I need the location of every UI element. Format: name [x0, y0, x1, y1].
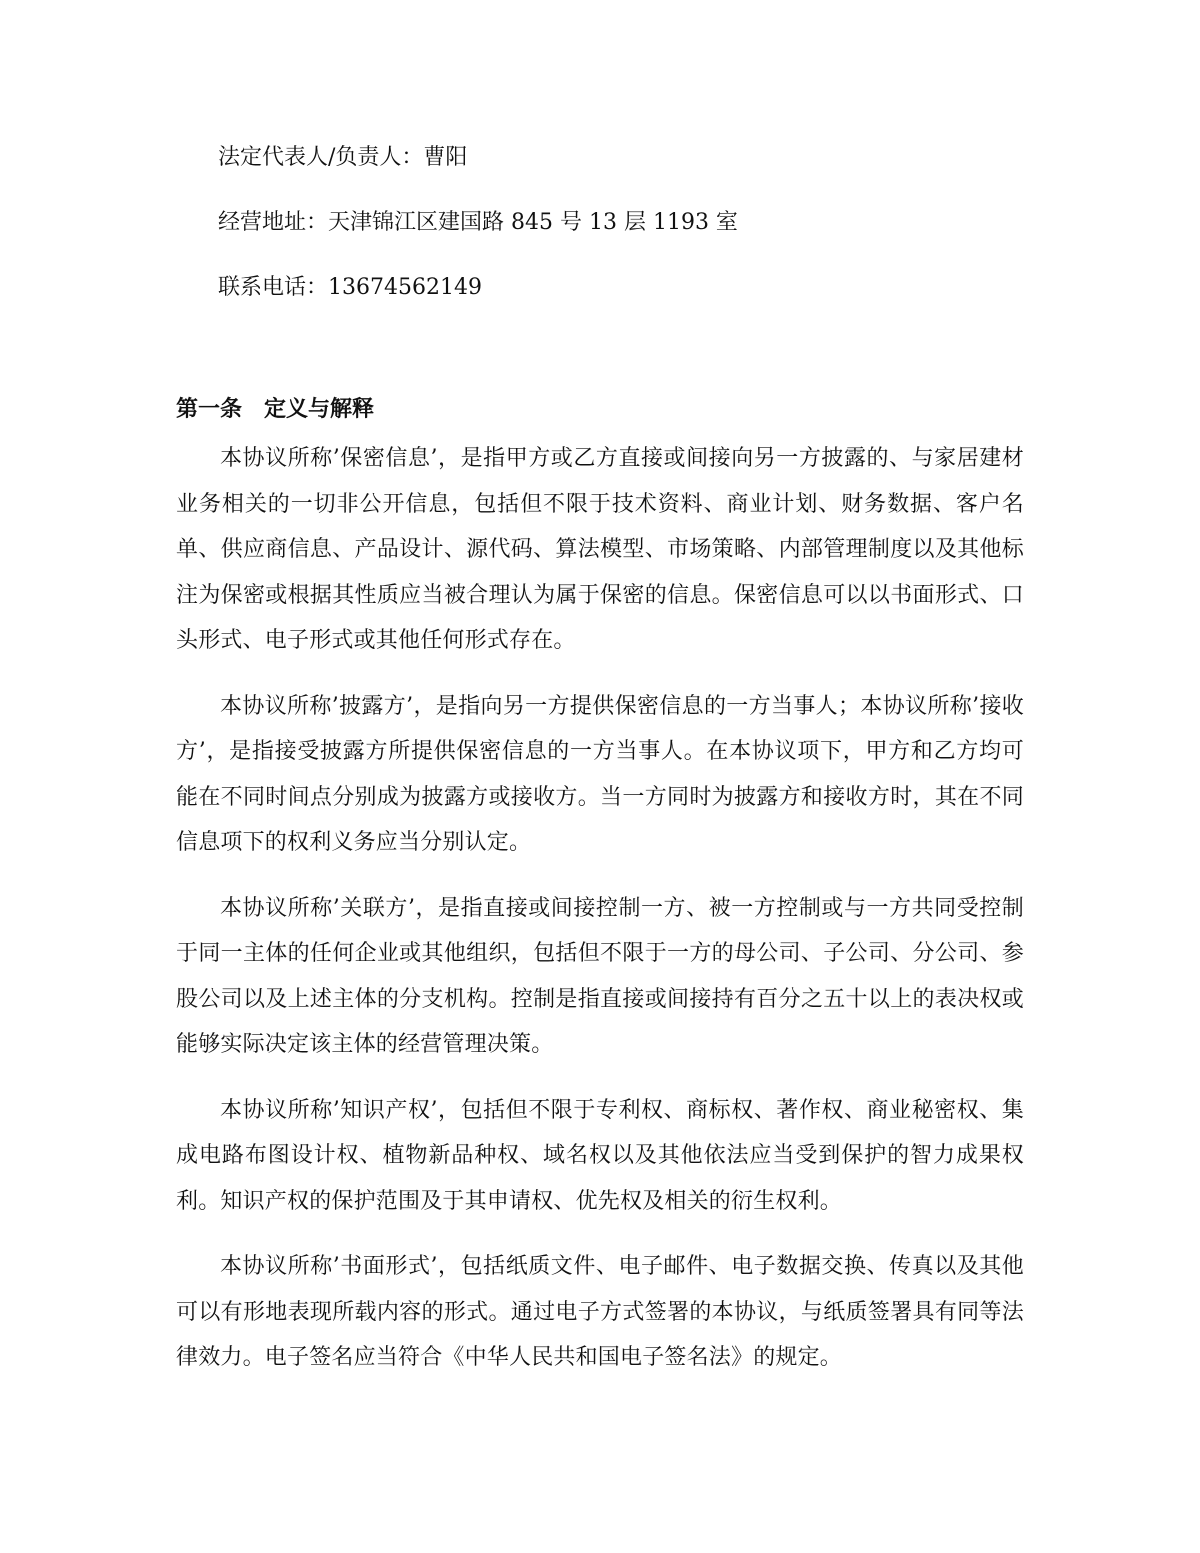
address-line: 经营地址：天津锦江区建国路 845 号 13 层 1193 室	[218, 210, 738, 235]
phone-line: 联系电话：13674562149	[218, 275, 482, 300]
section-number: 第一条	[176, 397, 243, 422]
section-definitions	[176, 390, 1024, 1401]
party-info-block	[218, 136, 1024, 331]
paragraph-discloser-recipient: 本协议所称’披露方’，是指向另一方提供保密信息的一方当事人；本协议所称’接收方’，是指接受披露方所提供保密信息的一方当事人。在本协议项下，甲方和乙方均可能在不同时间点分别成为披露方或接收方。当一方同时为披露方和接收方时，其在不同信息项下的权利义务应当分别认定。	[176, 693, 1024, 855]
paragraph-written-form: 本协议所称’书面形式’，包括纸质文件、电子邮件、电子数据交换、传真以及其他可以有形地表现所载内容的形式。通过电子方式签署的本协议，与纸质签署具有同等法律效力。电子签名应当符合《中华人民共和国电子签名法》的规定。	[176, 1254, 1024, 1370]
section-heading	[176, 390, 1024, 430]
section-title: 定义与解释	[264, 397, 375, 422]
paragraph-intellectual-property: 本协议所称’知识产权’，包括但不限于专利权、商标权、著作权、商业秘密权、集成电路布图设计权、植物新品种权、域名权以及其他依法应当受到保护的智力成果权利。知识产权的保护范围及于其申请权、优先权及相关的衍生权利。	[176, 1097, 1024, 1214]
paragraph-confidential-info: 本协议所称’保密信息’，是指甲方或乙方直接或间接向另一方披露的、与家居建材业务相关的一切非公开信息，包括但不限于技术资料、商业计划、财务数据、客户名单、供应商信息、产品设计、源代码、算法模型、市场策略、内部管理制度以及其他标注为保密或根据其性质应当被合理认为属于保密的信息。保密信息可以以书面形式、口头形式、电子形式或其他任何形式存在。	[176, 446, 1024, 653]
paragraph-affiliate: 本协议所称’关联方’，是指直接或间接控制一方、被一方控制或与一方共同受控制于同一主体的任何企业或其他组织，包括但不限于一方的母公司、子公司、分公司、参股公司以及上述主体的分支机构。控制是指直接或间接持有百分之五十以上的表决权或能够实际决定该主体的经营管理决策。	[176, 895, 1024, 1057]
representative-line: 法定代表人/负责人：曹阳	[218, 145, 468, 170]
